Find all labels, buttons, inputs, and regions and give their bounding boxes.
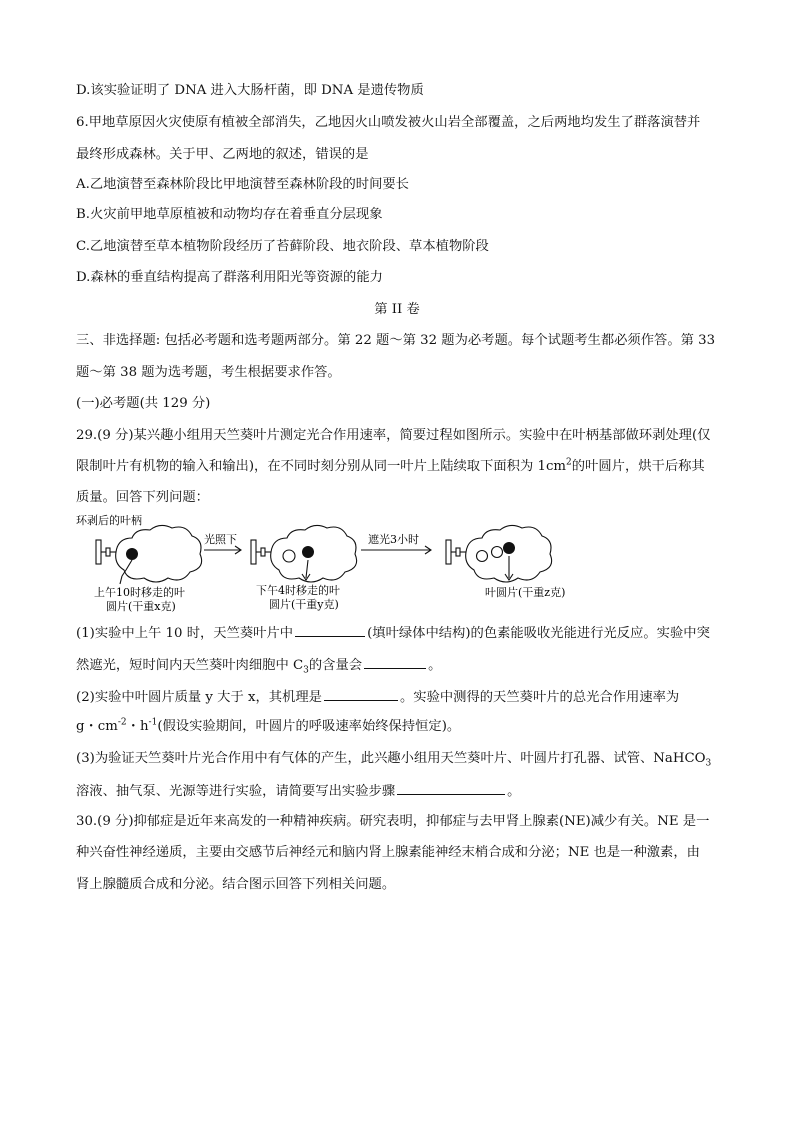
q30-line3: 肾上腺髓质合成和分泌。结合图示回答下列相关问题。	[76, 877, 396, 892]
arrow-1	[204, 546, 241, 554]
arrow2-label: 遮光3小时	[368, 533, 419, 546]
q6-option-d: D.森林的垂直结构提高了群落利用阳光等资源的能力	[76, 270, 383, 285]
q6-stem-line2: 最终形成森林。关于甲、乙两地的叙述，错误的是	[76, 147, 369, 162]
q6-stem-line1: 6.甲地草原因火灾使原有植被全部消失，乙地因火山喷发被火山岩全部覆盖，之后两地均发生了群落演替并	[76, 115, 701, 130]
disc1-label-line2: 圆片(干重x克)	[106, 600, 176, 613]
q29-sub1-line2: 然遮光，短时间内天竺葵叶肉细胞中 $C_3$的含量会 。	[76, 654, 441, 676]
volume-title: 第 II 卷	[374, 302, 420, 317]
answer-blank-3[interactable]	[324, 686, 398, 701]
q29-stem-line3: 质量。回答下列问题：	[76, 490, 209, 505]
q29-sub2-line1: (2)实验中叶圆片质量 y 大于 x，其机理是 。实验中测得的天竺葵叶片的总光合作用速率为	[76, 686, 679, 708]
q6-option-c: C.乙地演替至草本植物阶段经历了苔藓阶段、地衣阶段、草本植物阶段	[76, 239, 489, 254]
label-girdled-petiole: 环剥后的叶柄	[76, 514, 142, 527]
arrow1-label: 光照下	[204, 533, 237, 546]
disc2-label-line1: 下午4时移走的叶	[256, 584, 340, 597]
q29-stem-line2: 限制叶片有机物的输入和输出)，在不同时刻分别从同一叶片上陆续取下面积为 $1cm^2$的叶圆片，烘干后称其	[76, 457, 705, 474]
q29-sub3-line2: 溶液、抽气泵、光源等进行实验，请简要写出实验步骤 。	[76, 780, 520, 802]
q30-line1: 30.(9 分)抑郁症是近年来高发的一种精神疾病。研究表明，抑郁症与去甲肾上腺素(NE)减少有关。NE 是一	[76, 814, 710, 829]
disc2-label-line2: 圆片(干重y克)	[269, 598, 339, 611]
section3-line1: 三、非选择题: 包括必考题和选考题两部分。第 22 题～第 32 题为必考题。每个试题考生都必须作答。第 33	[76, 333, 716, 348]
arrow-2	[361, 546, 431, 554]
q30-line2: 种兴奋性神经递质，主要由交感节后神经元和脑内肾上腺素能神经末梢合成和分泌；NE 也是一种激素，由	[76, 845, 700, 860]
disc3-label: 叶圆片(干重z克)	[485, 586, 566, 599]
leaf-1-illustration	[96, 525, 202, 582]
section3-line2: 题～第 38 题为选考题，考生根据要求作答。	[76, 365, 341, 380]
q29-sub1-line1: (1)实验中上午 10 时，天竺葵叶片中 (填叶绿体中结构)的色素能吸收光能进行光反应。实验中突	[76, 622, 710, 644]
disc1-label-line1: 上午10时移走的叶	[94, 586, 185, 599]
q29-stem-line1: 29.(9 分)某兴趣小组用天竺葵叶片测定光合作用速率，简要过程如图所示。实验中在叶柄基部做环剥处理(仅	[76, 428, 711, 443]
answer-blank-4[interactable]	[397, 780, 505, 795]
q6-option-a: A.乙地演替至森林阶段比甲地演替至森林阶段的时间要长	[76, 177, 409, 192]
answer-blank-2[interactable]	[364, 654, 426, 669]
q29-sub2-line2: g・$cm^{-2}$・$h^{-1}$(假设实验期间，叶圆片的呼吸速率始终保持恒定)。	[76, 717, 461, 734]
q29-sub3-line1: (3)为验证天竺葵叶片光合作用中有气体的产生，此兴趣小组用天竺葵叶片、叶圆片打孔器、试管、NaHCO$_3$	[76, 751, 712, 769]
q5-option-d: D.该实验证明了 DNA 进入大肠杆菌，即 DNA 是遗传物质	[76, 83, 424, 98]
q6-option-b: B.火灾前甲地草原植被和动物均存在着垂直分层现象	[76, 207, 383, 222]
leaf-3-illustration	[446, 525, 552, 582]
required-header: (一)必考题(共 129 分)	[76, 396, 211, 411]
leaf-disc-diagram	[76, 512, 726, 614]
answer-blank-1[interactable]	[295, 622, 365, 637]
